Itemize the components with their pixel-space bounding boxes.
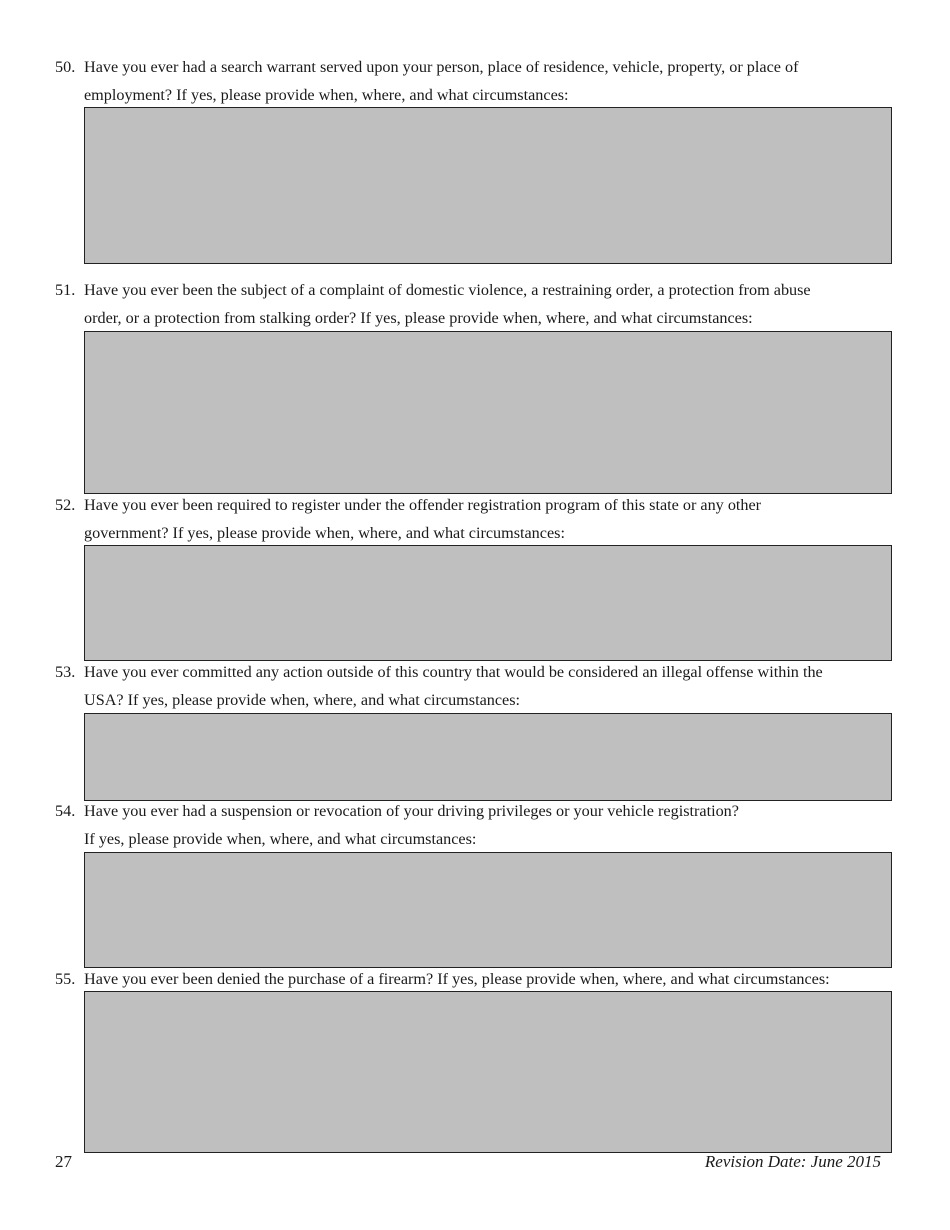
question-text: Have you ever committed any action outside of this country that would be considered an illegal offense within the USA? If yes, please provide when, where, and what circumstances: [84,663,823,709]
question-text: Have you ever been required to register under the offender registration program of this state or any other government? If yes, please provide when, where, and what circumstances: [84,496,762,542]
answer-box-55[interactable] [84,991,892,1153]
answer-box-51[interactable] [84,331,892,494]
question-text: Have you ever had a search warrant served upon your person, place of residence, vehicle, property, or place of employment? If yes, please provide when, where, and what circumstances: [84,58,799,104]
revision-date: Revision Date: June 2015 [704,1152,881,1171]
question-number: 52. [55,496,76,514]
question-50 [55,53,905,109]
question-54 [55,797,905,853]
question-number: 55. [55,970,76,988]
question-text: Have you ever been the subject of a complaint of domestic violence, a restraining order, a protection from abuse order, or a protection from stalking order? If yes, please provide when, where, and what circumstances: [84,281,811,327]
question-text: Have you ever had a suspension or revocation of your driving privileges or your vehicle registration? If yes, please provide when, where, and what circumstances: [84,802,739,848]
question-55 [55,965,905,993]
question-51 [55,276,905,332]
question-53 [55,658,905,714]
answer-box-52[interactable] [84,545,892,661]
question-number: 54. [55,802,76,820]
answer-box-54[interactable] [84,852,892,968]
page-number: 27 [55,1152,72,1171]
question-text: Have you ever been denied the purchase of a firearm? If yes, please provide when, where, and what circumstances: [84,970,830,988]
question-52 [55,491,905,547]
answer-box-53[interactable] [84,713,892,801]
answer-box-50[interactable] [84,107,892,264]
question-number: 50. [55,58,76,76]
question-number: 53. [55,663,76,681]
question-number: 51. [55,281,76,299]
